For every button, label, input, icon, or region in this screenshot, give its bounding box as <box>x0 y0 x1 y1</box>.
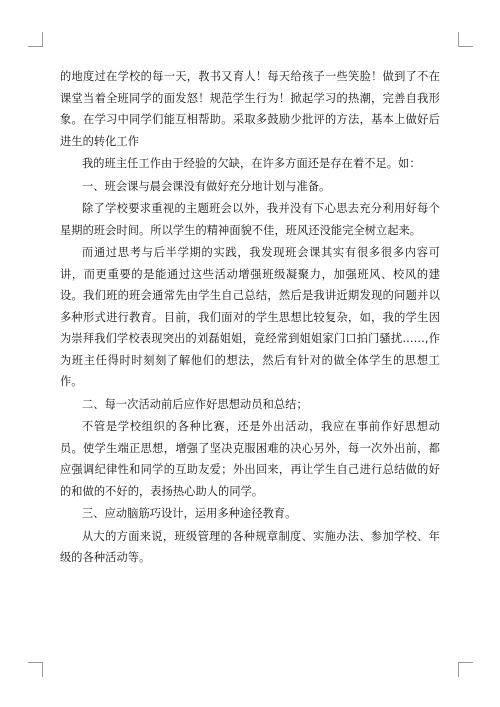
section-heading-2: 二、每一次活动前后应作好思想动员和总结； <box>82 397 308 411</box>
section-heading-1: 一、班会课与晨会课没有做好充分地计划与准备。 <box>82 179 331 193</box>
paragraph-shortcomings-intro: 我的班主任工作由于经验的欠缺，在许多方面还是存在着不足。如： <box>82 157 421 170</box>
crop-mark-bottom-left <box>28 662 43 677</box>
crop-mark-top-right <box>458 32 473 47</box>
paragraph: 从大的方面来说，班级管理的各种规章制度、实施办法、参加学校、年级的各种活动等。 <box>60 529 440 564</box>
paragraph: 除了学校要求重视的主题班会以外，我并没有下心思去充分利用好每个星期的班会时间。所以学生的精神面貌不佳，班风还没能完全树立起来。 <box>60 202 440 237</box>
paragraph: 不管是学校组织的各种比赛，还是外出活动，我应在事前作好思想动员。使学生端正思想，增强了坚决克服困难的决心另外，每一次外出前，都应强调纪律性和同学的互助友爱；外出回来，再让学生自己进行总结做的好的和做的不好的，表扬热心助人的同学。 <box>60 420 440 498</box>
crop-mark-top-left <box>28 32 43 47</box>
section-heading-3: 三、应动脑筋巧设计，运用多种途径教育。 <box>82 507 297 520</box>
paragraph: 而通过思考与后半学期的实践，我发现班会课其实有很多很多内容可讲，而更重要的是能通过这些活动增强班级凝聚力，加强班风、校风的建设。我们班的班会通常先由学生自己总结，然后是我讲近期发现的问题并以多种形式进行教育。目前，我们面对的学生思想比较复杂，如，我的学生因为崇拜我们学校表现突出的刘磊姐姐，竟经常到姐姐家门口拍门骚扰……,作为班主任得时时刻刻了解他们的想法，然后有针对的做全体学生的思想工作。 <box>60 246 440 388</box>
crop-mark-bottom-right <box>458 662 473 677</box>
paragraph-continuation: 的地度过在学校的每一天，教书又育人！每天给孩子一些笑脸！做到了不在课堂当着全班同学的面发怒！规范学生行为！掀起学习的热潮，完善自我形象。在学习中同学们能互相帮助。采取多鼓励少批评的方法，基本上做好后进生的转化工作 <box>60 70 440 148</box>
document-body <box>60 66 440 570</box>
